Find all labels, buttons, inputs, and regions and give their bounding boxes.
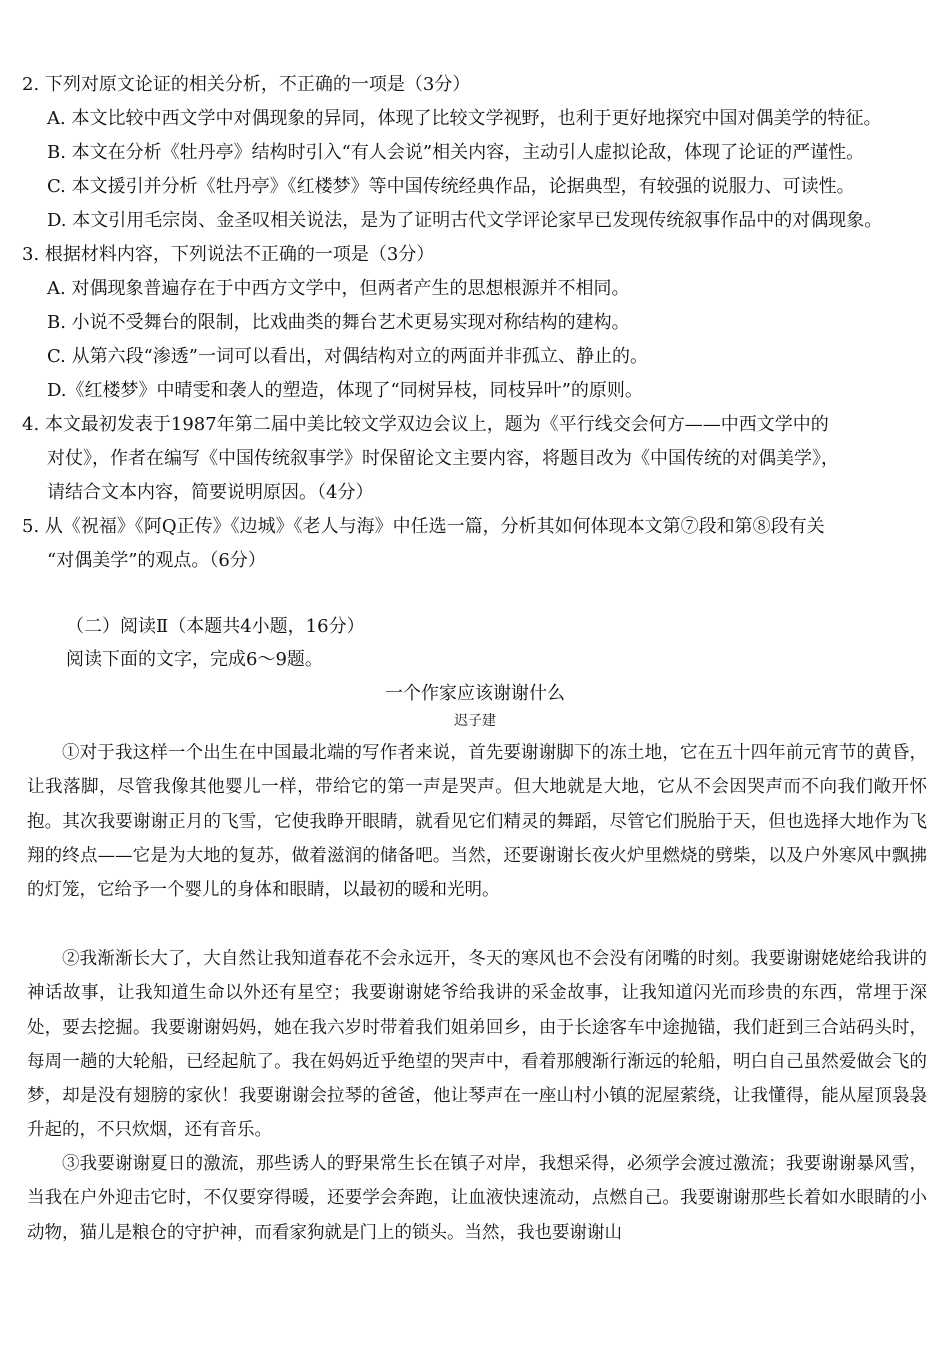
question-4-stem-line-3: 请结合文本内容，简要说明原因。（4分） — [47, 482, 374, 503]
article-title: 一个作家应该谢谢什么 — [385, 683, 565, 704]
article-paragraph-1: ①对于我这样一个出生在中国最北端的写作者来说，首先要谢谢脚下的冻土地，它在五十四年前元宵节的黄昏，让我落脚，尽管我像其他婴儿一样，带给它的第一声是哭声。但大地就是大地，它从不会因哭声而不向我们敞开怀抱。其次我要谢谢正月的飞雪，它使我睁开眼睛，就看见它们精灵的舞蹈，尽管它们脱胎于天，但也选择大地作为飞翔的终点——它是为大地的复苏，做着滋润的储备吧。当然，还要谢谢长夜火炉里燃烧的劈柴，以及户外寒风中飘拂的灯笼，它给予一个婴儿的身体和眼睛，以最初的暖和光明。 — [27, 743, 927, 901]
article-paragraph-2: ②我渐渐长大了，大自然让我知道春花不会永远开，冬天的寒风也不会没有闭嘴的时刻。我要谢谢姥姥给我讲的神话故事，让我知道生命以外还有星空；我要谢谢姥爷给我讲的采金故事，让我知道闪光而珍贵的东西，常埋于深处，要去挖掘。我要谢谢妈妈，她在我六岁时带着我们姐弟回乡，由于长途客车中途抛锚，我们赶到三合站码头时，每周一趟的大轮船，已经起航了。我在妈妈近乎绝望的哭声中，看着那艘渐行渐远的轮船，明白自己虽然爱做会飞的梦，却是没有翅膀的家伙！我要谢谢会拉琴的爸爸，他让琴声在一座山村小镇的泥屋萦绕，让我懂得，能从屋顶袅袅升起的，不只炊烟，还有音乐。 — [27, 949, 927, 1141]
reading-section-heading: （二）阅读Ⅱ（本题共4小题，16分） — [66, 616, 365, 637]
article-paragraph-3: ③我要谢谢夏日的激流，那些诱人的野果常生长在镇子对岸，我想采得，必须学会渡过激流；我要谢谢暴风雪，当我在户外迎击它时，不仅要穿得暖，还要学会奔跑，让血液快速流动，点燃自己。我要谢谢那些长着如水眼睛的小动物，猫儿是粮仓的守护神，而看家狗就是门上的锁头。当然，我也要谢谢山 — [27, 1154, 927, 1243]
question-2-option-d: D. 本文引用毛宗岗、金圣叹相关说法，是为了证明古代文学评论家早已发现传统叙事作品中的对偶现象。 — [47, 210, 883, 231]
question-3-option-d: D.《红楼梦》中晴雯和袭人的塑造，体现了“同树异枝，同枝异叶”的原则。 — [47, 380, 643, 401]
question-2-option-c: C. 本文援引并分析《牡丹亭》《红楼梦》等中国传统经典作品，论据典型，有较强的说服力、可读性。 — [47, 176, 855, 197]
question-2-option-b: B. 本文在分析《牡丹亭》结构时引入“有人会说”相关内容，主动引人虚拟论敌，体现了论证的严谨性。 — [47, 142, 865, 163]
reading-instruction: 阅读下面的文字，完成6～9题。 — [66, 649, 323, 670]
question-3-option-a: A. 对偶现象普遍存在于中西方文学中，但两者产生的思想根源并不相同。 — [47, 278, 630, 299]
question-4-stem-line-2: 对仗》，作者在编写《中国传统叙事学》时保留论文主要内容，将题目改为《中国传统的对偶美学》， — [47, 448, 839, 469]
question-2-option-a: A. 本文比较中西文学中对偶现象的异同，体现了比较文学视野，也利于更好地探究中国对偶美学的特征。 — [47, 108, 882, 129]
article-author: 迟子建 — [454, 713, 496, 729]
question-2-stem: 2. 下列对原文论证的相关分析，不正确的一项是（3分） — [22, 74, 471, 95]
question-3-stem: 3. 根据材料内容，下列说法不正确的一项是（3分） — [22, 244, 435, 265]
question-5-stem-line-1: 5. 从《祝福》《阿Q正传》《边城》《老人与海》中任选一篇，分析其如何体现本文第⑦段和第⑧段有关 — [22, 516, 825, 537]
question-3-option-c: C. 从第六段“渗透”一词可以看出，对偶结构对立的两面并非孤立、静止的。 — [47, 346, 648, 367]
question-3-option-b: B. 小说不受舞台的限制，比戏曲类的舞台艺术更易实现对称结构的建构。 — [47, 312, 630, 333]
question-4-stem-line-1: 4. 本文最初发表于1987年第二届中美比较文学双边会议上，题为《平行线交会何方——中西文学中的 — [22, 414, 829, 435]
question-5-stem-line-2: “对偶美学”的观点。（6分） — [47, 550, 266, 571]
